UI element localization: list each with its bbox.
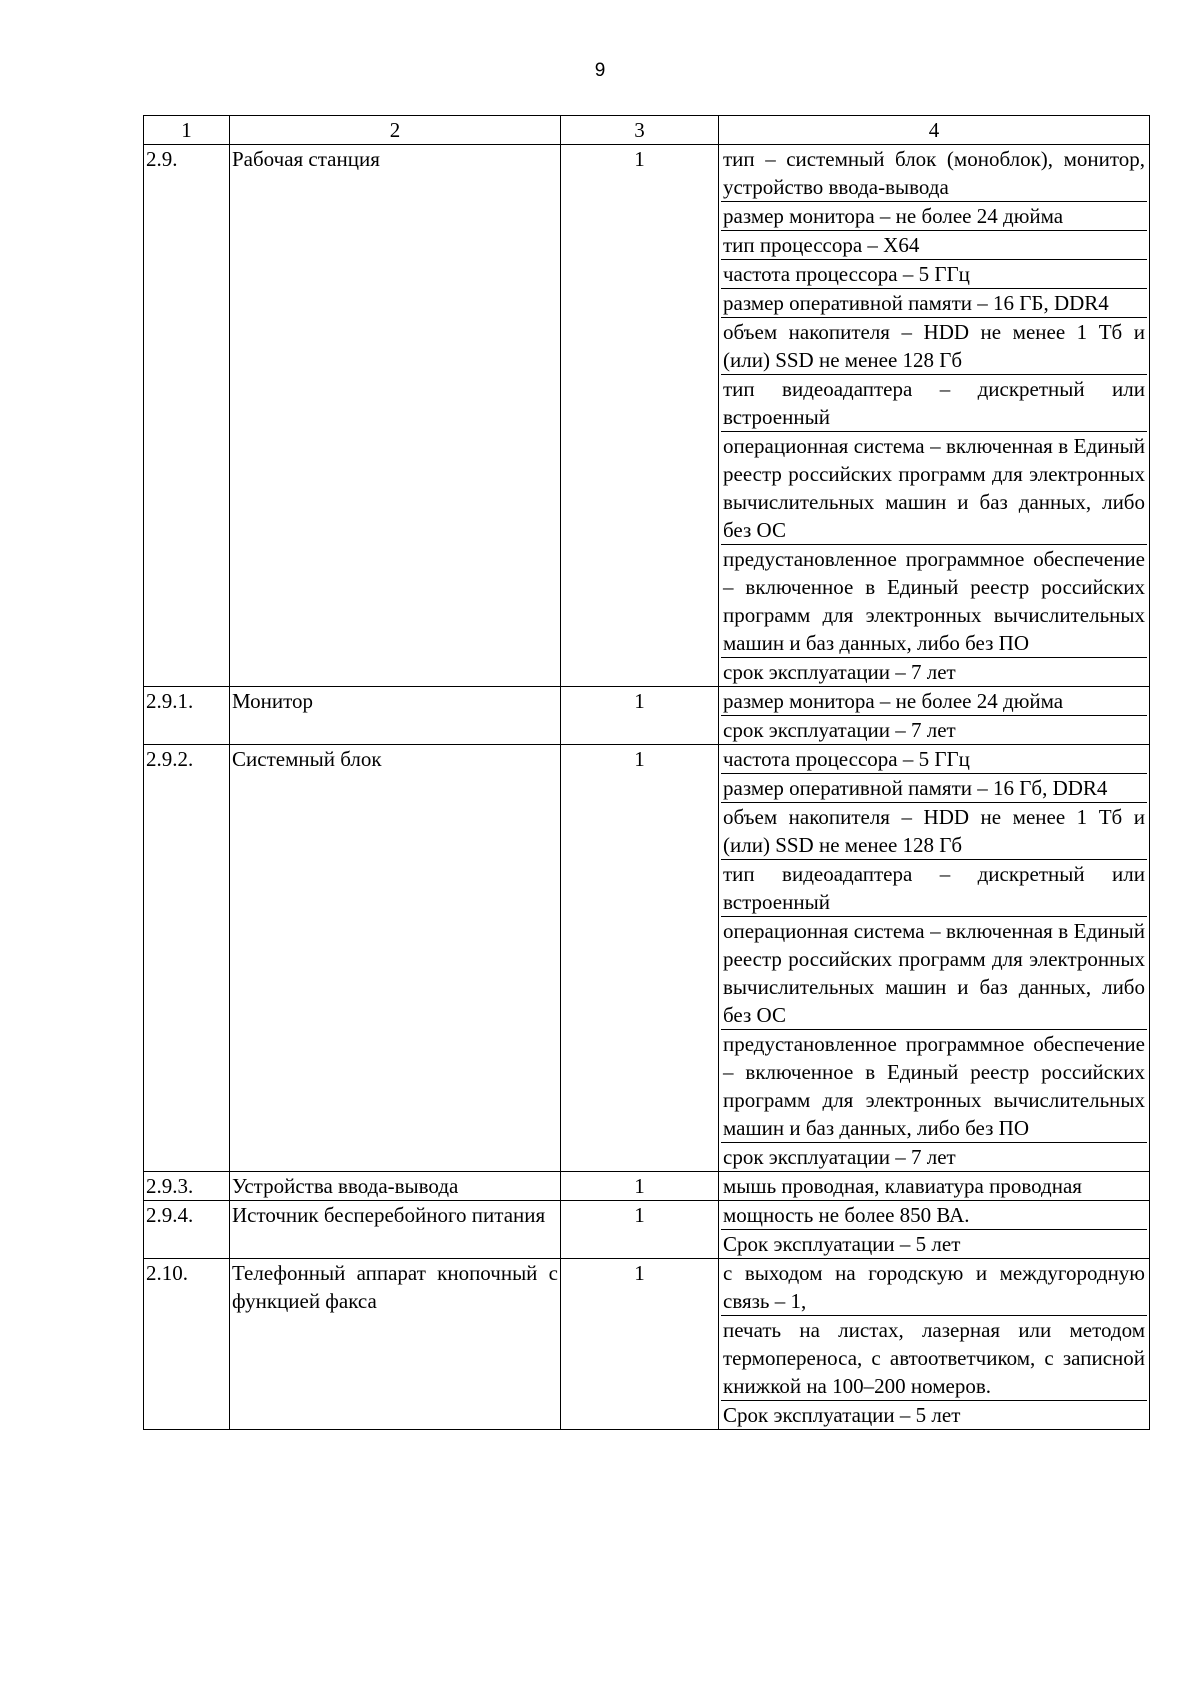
quantity-cell: 1 [561,1172,719,1201]
spec-line: операционная система – включенная в Единый реестр российских программ для электронных вычислительных машин и баз данных, либо без ОС [721,432,1147,545]
item-name-cell: Устройства ввода-вывода [230,1172,561,1201]
item-name-cell: Рабочая станция [230,145,561,687]
header-cell-specs: 4 [719,116,1150,145]
spec-line: операционная система – включенная в Единый реестр российских программ для электронных вычислительных машин и баз данных, либо без ОС [721,917,1147,1030]
specification-table [143,115,1150,1430]
quantity-cell: 1 [561,1259,719,1430]
quantity-cell: 1 [561,745,719,1172]
spec-line: размер оперативной памяти – 16 Гб, DDR4 [721,774,1147,803]
specs-cell [719,1259,1150,1430]
spec-line: мышь проводная, клавиатура проводная [723,1174,1082,1198]
specs-cell [719,745,1150,1172]
spec-line: печать на листах, лазерная или методом термопереноса, с автоответчиком, с записной книжкой на 100–200 номеров. [721,1316,1147,1401]
quantity-cell: 1 [561,687,719,745]
item-name-cell: Системный блок [230,745,561,1172]
item-name-cell: Телефонный аппарат кнопочный с функцией факса [230,1259,561,1430]
spec-line: размер оперативной памяти – 16 ГБ, DDR4 [721,289,1147,318]
spec-line: Срок эксплуатации – 5 лет [723,1403,961,1427]
spec-line: с выходом на городскую и междугородную связь – 1, [721,1259,1147,1316]
table-row [144,1201,1150,1259]
quantity-cell: 1 [561,145,719,687]
table-row [144,687,1150,745]
row-number-cell: 2.9.4. [144,1201,230,1259]
item-name-cell: Источник бесперебойного питания [230,1201,561,1259]
header-cell-name: 2 [230,116,561,145]
row-number-cell: 2.10. [144,1259,230,1430]
spec-line: размер монитора – не более 24 дюйма [721,687,1147,716]
spec-line: тип видеоадаптера – дискретный или встроенный [721,860,1147,917]
spec-line: размер монитора – не более 24 дюйма [721,202,1147,231]
spec-line: тип процессора – X64 [721,231,1147,260]
table-row [144,1259,1150,1430]
table-row [144,1172,1150,1201]
spec-line: объем накопителя – HDD не менее 1 Тб и (или) SSD не менее 128 Гб [721,803,1147,860]
spec-line: тип видеоадаптера – дискретный или встроенный [721,375,1147,432]
page-number: 9 [594,60,606,81]
spec-line: тип – системный блок (моноблок), монитор, устройство ввода-вывода [721,145,1147,202]
spec-line: срок эксплуатации – 7 лет [723,660,956,684]
header-row [144,116,1150,145]
table-body [144,116,1150,1430]
spec-line: предустановленное программное обеспечение – включенное в Единый реестр российских программ для электронных вычислительных машин и баз данных, либо без ПО [721,545,1147,658]
spec-line: Срок эксплуатации – 5 лет [723,1232,961,1256]
table-row [144,745,1150,1172]
spec-line: предустановленное программное обеспечение – включенное в Единый реестр российских программ для электронных вычислительных машин и баз данных, либо без ПО [721,1030,1147,1143]
specs-cell [719,1172,1150,1201]
row-number-cell: 2.9. [144,145,230,687]
row-number-cell: 2.9.1. [144,687,230,745]
spec-line: частота процессора – 5 ГГц [721,260,1147,289]
header-cell-quantity: 3 [561,116,719,145]
spec-line: срок эксплуатации – 7 лет [723,718,956,742]
quantity-cell: 1 [561,1201,719,1259]
spec-line: частота процессора – 5 ГГц [721,745,1147,774]
spec-line: срок эксплуатации – 7 лет [723,1145,956,1169]
row-number-cell: 2.9.3. [144,1172,230,1201]
item-name-cell: Монитор [230,687,561,745]
header-cell-number: 1 [144,116,230,145]
spec-line: мощность не более 850 ВА. [721,1201,1147,1230]
specs-cell [719,145,1150,687]
table-row [144,145,1150,687]
spec-line: объем накопителя – HDD не менее 1 Тб и (или) SSD не менее 128 Гб [721,318,1147,375]
specs-cell [719,687,1150,745]
specs-cell [719,1201,1150,1259]
row-number-cell: 2.9.2. [144,745,230,1172]
